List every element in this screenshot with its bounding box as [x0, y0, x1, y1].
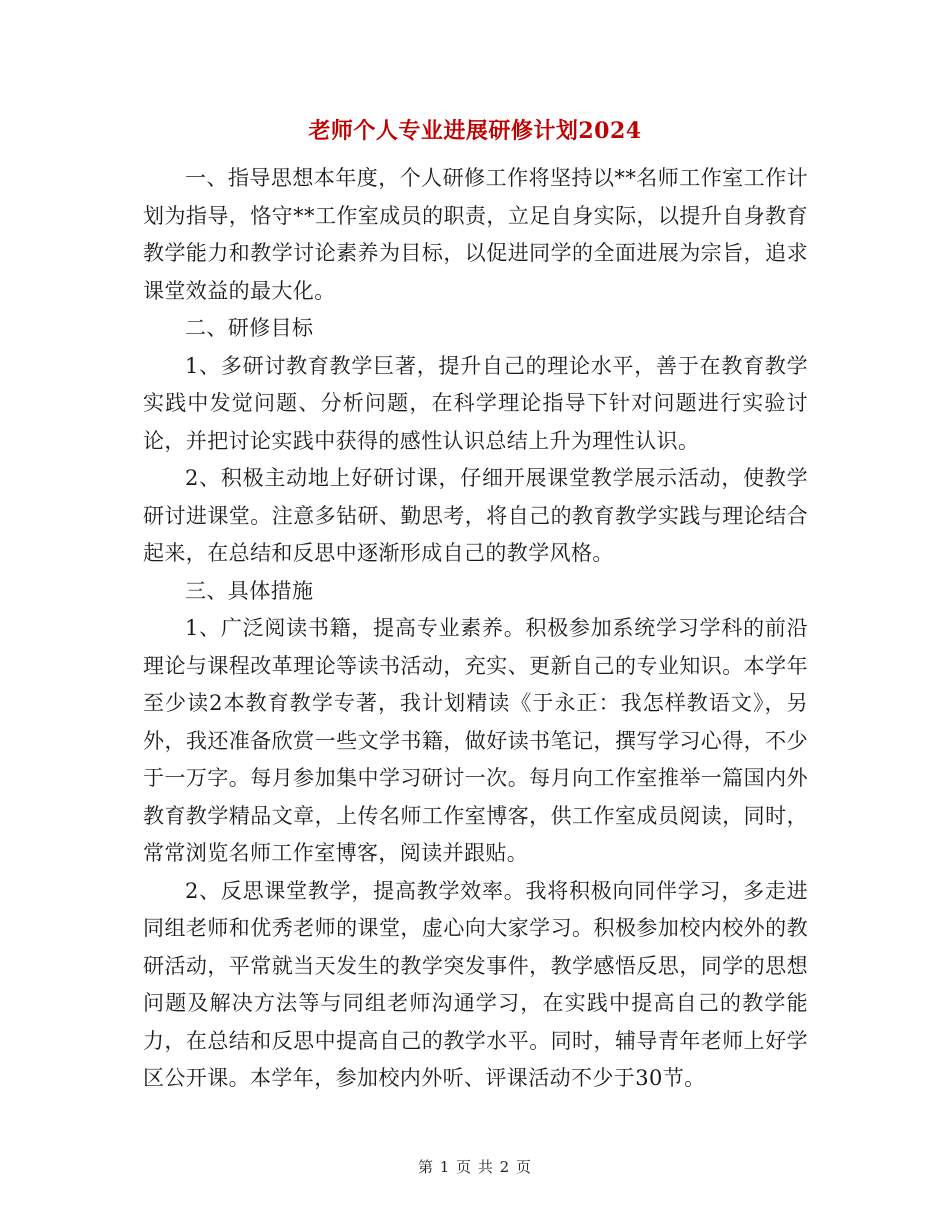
- document-title: 老师个人专业进展研修计划2024: [308, 118, 642, 144]
- paragraph-goal-2: 2、积极主动地上好研讨课，仔细开展课堂教学展示活动，使教学研讨进课堂。注意多钻研、勤思考，将自己的教育教学实践与理论结合起来，在总结和反思中逐渐形成自己的教学风格。: [143, 466, 808, 565]
- heading-research-goals: 二、研修目标: [185, 316, 314, 340]
- paragraph-measure-1: 1、广泛阅读书籍，提高专业素养。积极参加系统学习学科的前沿理论与课程改革理论等读书活动，充实、更新自己的专业知识。本学年至少读2本教育教学专著，我计划精读《于永正：我怎样教语文》，另外，我还准备欣赏一些文学书籍，做好读书笔记，撰写学习心得，不少于一万字。每月参加集中学习研讨一次。每月向工作室推举一篇国内外教育教学精品文章，上传名师工作室博客，供工作室成员阅读，同时，常常浏览名师工作室博客，阅读并跟贴。: [143, 616, 808, 865]
- paragraph-measure-2: 2、反思课堂教学，提高教学效率。我将积极向同伴学习，多走进同组老师和优秀老师的课堂，虚心向大家学习。积极参加校内校外的教研活动，平常就当天发生的教学突发事件，教学感悟反思，同学的思想问题及解决方法等与同组老师沟通学习，在实践中提高自己的教学能力，在总结和反思中提高自己的教学水平。同时，辅导青年老师上好学区公开课。本学年，参加校内外听、评课活动不少于30节。: [143, 878, 808, 1090]
- heading-specific-measures: 三、具体措施: [185, 578, 314, 603]
- page-footer: 第 1 页 共 2 页: [418, 1158, 532, 1176]
- paragraph-goal-1: 1、多研讨教育教学巨著，提升自己的理论水平，善于在教育教学实践中发觉问题、分析问题，在科学理论指导下针对问题进行实验讨论，并把讨论实践中获得的感性认识总结上升为理性认识。: [143, 353, 808, 453]
- document-body: [143, 160, 808, 1098]
- paragraph-guiding-thought: 一、指导思想本年度，个人研修工作将坚持以**名师工作室工作计划为指导，恪守**工作室成员的职责，立足自身实际，以提升自身教育教学能力和教学讨论素养为目标，以促进同学的全面进展为宗旨，追求课堂效益的最大化。: [143, 166, 808, 303]
